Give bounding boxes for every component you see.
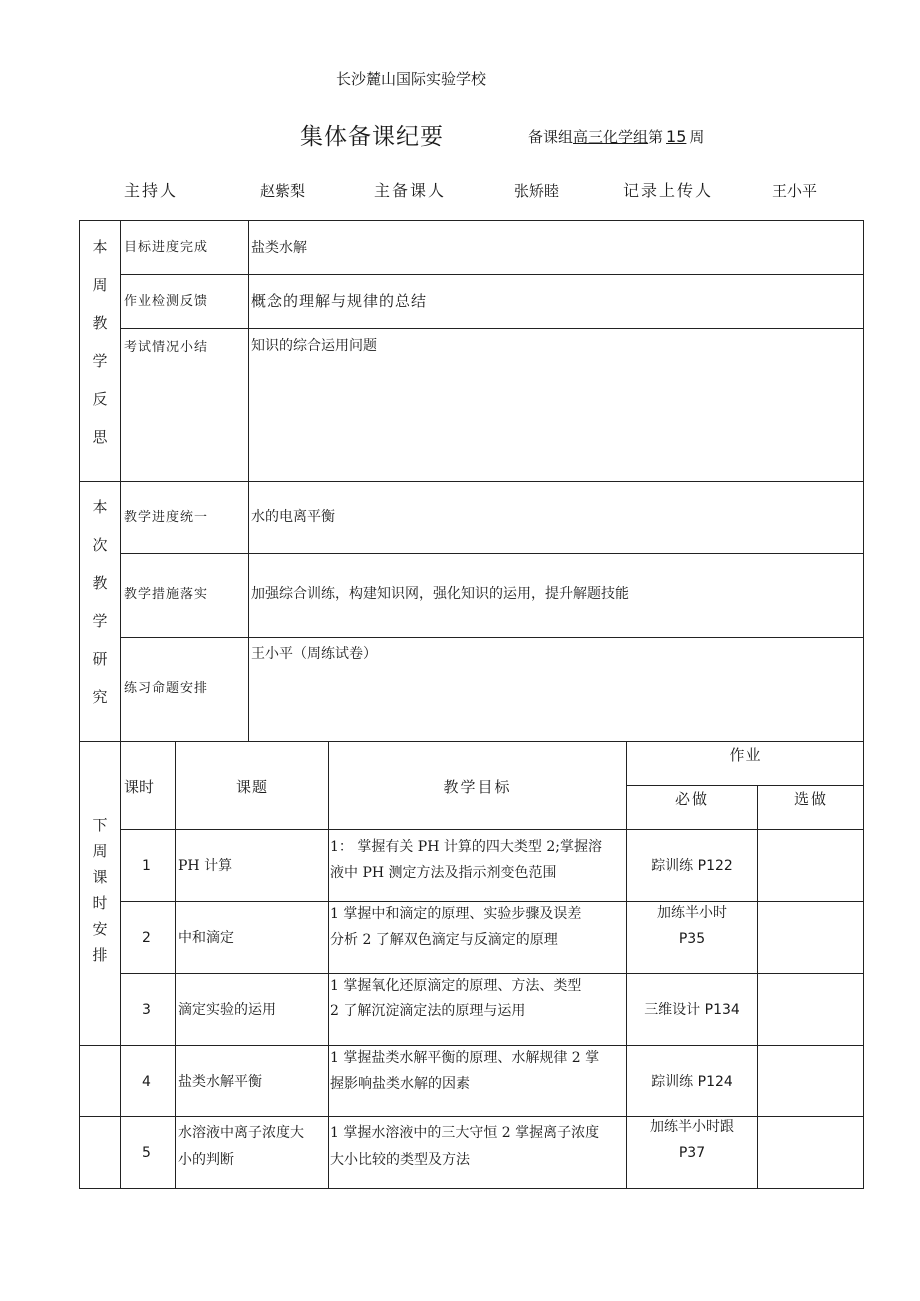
document-title: 集体备课纪要 <box>300 124 444 150</box>
reflection-title-char: 思 <box>92 428 108 446</box>
header-goal: 教学目标 <box>443 778 512 796</box>
research-title-char: 究 <box>92 688 108 706</box>
row-required: 踪训练 P122 <box>651 858 733 874</box>
row-required: 三维设计 P134 <box>644 1002 740 1018</box>
schedule-title-char: 下 <box>92 816 108 834</box>
reflection-value: 概念的理解与规律的总结 <box>251 292 428 310</box>
row-topic-2: 小的判断 <box>178 1152 234 1168</box>
row-goal-line: 2 了解沉淀滴定法的原理与运用 <box>330 1003 526 1019</box>
research-label: 练习命题安排 <box>124 681 209 696</box>
row-topic: 水溶液中离子浓度大 <box>178 1125 304 1141</box>
week-suffix: 周 <box>689 128 705 146</box>
research-title-char: 次 <box>92 536 108 554</box>
row-required-2: P35 <box>678 931 706 947</box>
row-period: 5 <box>142 1145 151 1161</box>
row-period: 2 <box>142 930 151 946</box>
research-title-char: 教 <box>92 574 108 592</box>
reflection-section-title <box>80 236 120 464</box>
row-goal-line: 1 掌握水溶液中的三大守恒 2 掌握离子浓度 <box>330 1125 600 1141</box>
research-title-char: 学 <box>92 612 108 630</box>
row-topic: PH 计算 <box>178 858 233 874</box>
row-goal-line: 1 掌握中和滴定的原理、实验步骤及误差 <box>330 906 582 922</box>
research-label: 教学措施落实 <box>124 587 209 602</box>
row-goal-line: 1 掌握盐类水解平衡的原理、水解规律 2 掌 <box>330 1050 600 1066</box>
row-period: 3 <box>142 1002 151 1018</box>
host-name: 赵紫梨 <box>260 182 306 200</box>
research-title-char: 本 <box>92 498 108 516</box>
row-topic: 盐类水解平衡 <box>178 1074 262 1090</box>
schedule-title-char: 时 <box>92 894 108 912</box>
research-title-char: 研 <box>92 650 108 668</box>
week-prefix: 第 <box>648 128 664 146</box>
row-required: 踪训练 P124 <box>651 1074 733 1090</box>
header-required: 必做 <box>674 790 709 808</box>
row-goal-line: 分析 2 了解双色滴定与反滴定的原理 <box>330 932 558 948</box>
reflection-label: 目标进度完成 <box>124 240 209 255</box>
reflection-label: 作业检测反馈 <box>124 294 209 309</box>
research-value: 加强综合训练，构建知识网，强化知识的运用，提升解题技能 <box>251 586 629 602</box>
row-topic: 中和滴定 <box>178 930 234 946</box>
reflection-value: 知识的综合运用问题 <box>251 338 377 354</box>
reflection-title-char: 学 <box>92 352 108 370</box>
row-period: 1 <box>142 858 151 874</box>
preparer-label: 主备课人 <box>374 181 447 200</box>
host-label: 主持人 <box>124 181 179 200</box>
schedule-title-char: 安 <box>92 920 108 938</box>
reflection-value: 盐类水解 <box>251 240 307 256</box>
research-section-title <box>80 496 120 724</box>
row-goal-line: 液中 PH 测定方法及指示剂变色范围 <box>330 865 557 881</box>
row-topic: 滴定实验的运用 <box>178 1002 276 1018</box>
header-period: 课时 <box>124 778 155 796</box>
row-goal-line: 1 掌握氧化还原滴定的原理、方法、类型 <box>330 978 582 994</box>
recorder-name: 王小平 <box>772 182 818 200</box>
header-homework: 作业 <box>729 746 762 764</box>
header-optional: 选做 <box>793 790 828 808</box>
schedule-section-title <box>80 814 120 970</box>
row-required: 加练半小时 <box>657 905 727 921</box>
reflection-label: 考试情况小结 <box>124 340 209 355</box>
schedule-title-char: 周 <box>92 842 108 860</box>
row-goal-line: 握影响盐类水解的因素 <box>330 1076 470 1092</box>
row-required-2: P37 <box>678 1145 706 1161</box>
preparer-name: 张矫睦 <box>514 182 560 200</box>
schedule-title-char: 课 <box>92 868 108 886</box>
row-goal-line: 1： 掌握有关 PH 计算的四大类型 2;掌握溶 <box>330 839 602 855</box>
reflection-title-char: 教 <box>92 314 108 332</box>
research-value: 水的电离平衡 <box>251 509 335 525</box>
research-label: 教学进度统一 <box>124 510 209 525</box>
week-number: 15 <box>666 127 687 146</box>
header-topic: 课题 <box>235 778 268 796</box>
row-period: 4 <box>142 1074 151 1090</box>
research-value: 王小平（周练试卷） <box>251 646 377 662</box>
school-name: 长沙麓山国际实验学校 <box>336 70 487 88</box>
reflection-title-char: 周 <box>92 276 108 294</box>
group-prefix: 备课组 <box>528 128 574 146</box>
reflection-title-char: 反 <box>92 390 108 408</box>
group-name: 高三化学组 <box>573 128 649 146</box>
schedule-title-char: 排 <box>92 946 108 964</box>
reflection-title-char: 本 <box>92 238 108 256</box>
recorder-label: 记录上传人 <box>623 181 714 200</box>
row-required: 加练半小时跟 <box>650 1119 734 1135</box>
row-goal-line: 大小比较的类型及方法 <box>330 1152 470 1168</box>
